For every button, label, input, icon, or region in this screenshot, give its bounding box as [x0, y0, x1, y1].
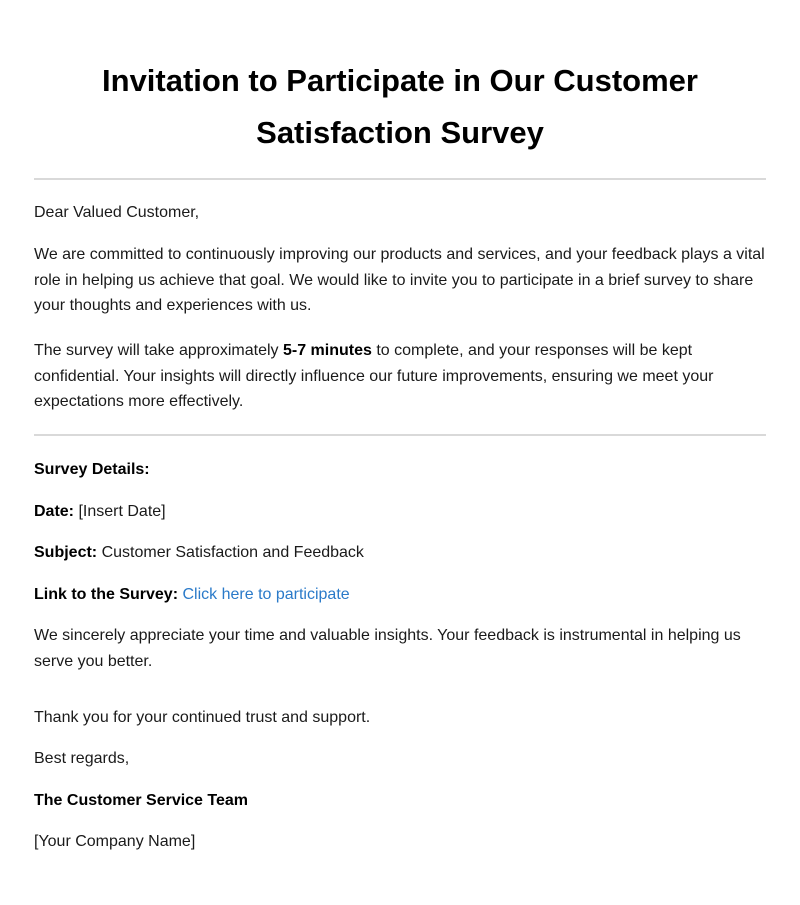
survey-link-label: Link to the Survey:	[34, 586, 179, 603]
page-title: Invitation to Participate in Our Customer Satisfaction Survey	[102, 63, 698, 150]
survey-link-line	[34, 582, 766, 608]
greeting: Dear Valued Customer,	[34, 204, 200, 221]
closing-line: Best regards,	[34, 750, 130, 767]
subject-label: Subject:	[34, 544, 98, 561]
survey-details-heading: Survey Details:	[34, 461, 150, 478]
date-value: [Insert Date]	[74, 503, 166, 520]
duration-text-before: The survey will take approximately	[34, 342, 283, 359]
signature-company: [Your Company Name]	[34, 833, 196, 850]
intro-paragraph: We are committed to continuously improving our products and services, and your feedback plays a vital role in helping us achieve that goal. We would like to invite you to participate in a brief survey to share your thoughts and experiences with us.	[34, 246, 765, 315]
thanks-line: Thank you for your continued trust and support.	[34, 709, 371, 726]
survey-link[interactable]: Click here to participate	[182, 586, 350, 603]
section-divider	[34, 434, 766, 436]
signature-team: The Customer Service Team	[34, 792, 249, 809]
subject-line	[34, 540, 766, 566]
duration-paragraph	[34, 338, 766, 415]
title-divider	[34, 178, 766, 180]
subject-value: Customer Satisfaction and Feedback	[97, 544, 364, 561]
date-label: Date:	[34, 503, 75, 520]
date-line	[34, 499, 766, 525]
duration-text-after: to complete, and your responses will be kept confidential. Your insights will directly influence our future improvements, ensuring we meet your expectations more effectively.	[34, 342, 714, 411]
duration-highlight: 5-7 minutes	[282, 342, 372, 359]
appreciation-paragraph: We sincerely appreciate your time and valuable insights. Your feedback is instrumental in helping us serve you better.	[34, 627, 741, 670]
